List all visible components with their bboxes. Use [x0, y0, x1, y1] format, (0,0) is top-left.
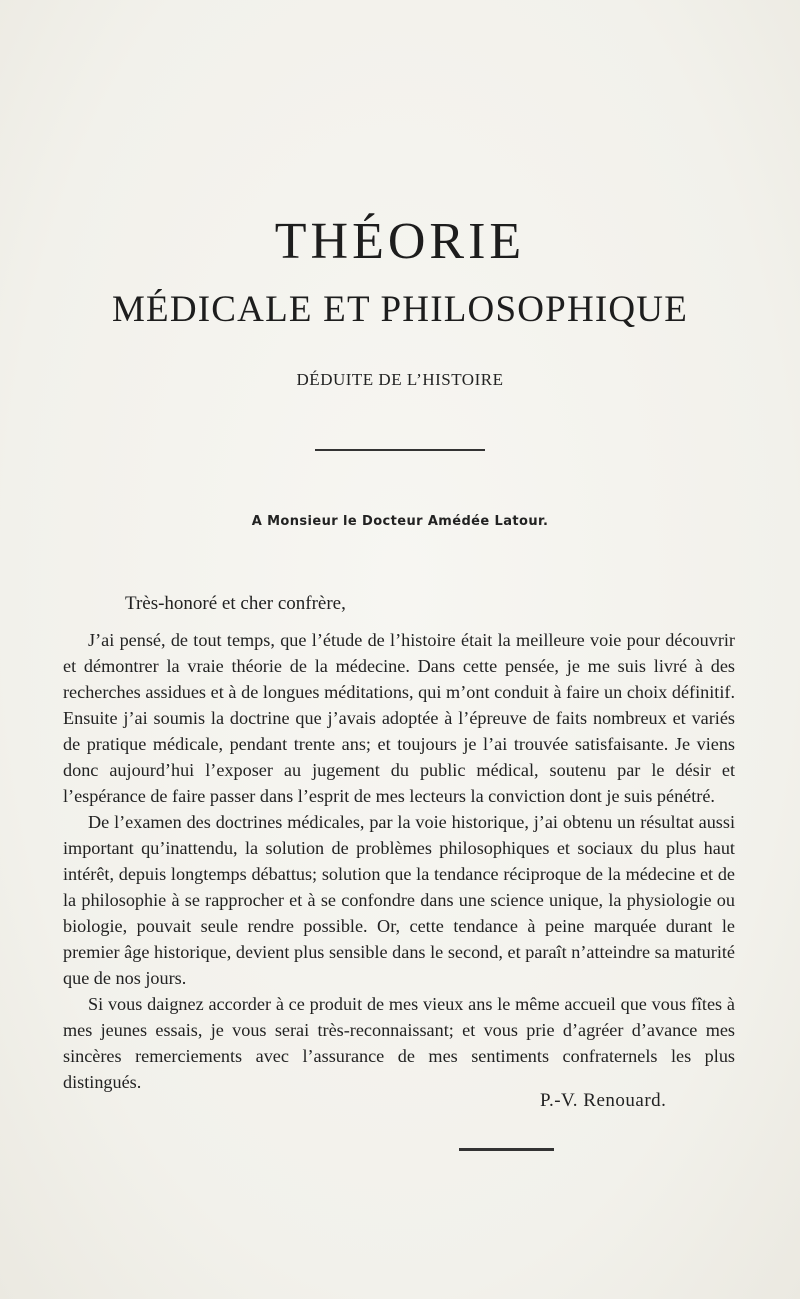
paragraph-3: Si vous daignez accorder à ce produit de mes vieux ans le même accueil que vous fîtes à mes jeunes essais, je vous serai très-reconnaissant; et vous prie d’agréer d’avance mes sincères remerciements avec l’assurance de mes sentiments confraternels les plus distingués. — [63, 994, 735, 1092]
dedication: A Monsieur le Docteur Amédée Latour. — [251, 514, 549, 529]
page-subtitle: MÉDICALE ET PHILOSOPHIQUE — [111, 289, 689, 330]
paragraph-2: De l’examen des doctrines médicales, par la voie historique, j’ai obtenu un résultat aussi important qu’inattendu, la solution de problèmes philosophiques et sociaux du plus haut intérêt, depuis longtemps débattus; solution que la tendance réciproque de la médecine et de la philosophie à se rapprocher et à se confondre dans une science unique, la physiologie ou biologie, pouvait seule rendre possible. Or, cette tendance à peine marquée durant le premier âge historique, devient plus sensible dans le second, et paraît n’atteindre sa maturité que de nos jours. — [63, 812, 735, 988]
top-divider — [315, 449, 485, 451]
signature: P.-V. Renouard. — [540, 1090, 667, 1111]
bottom-divider — [459, 1148, 554, 1151]
salutation: Très-honoré et cher confrère, — [125, 593, 346, 614]
letter-body — [63, 627, 735, 1095]
paragraph-1: J’ai pensé, de tout temps, que l’étude de l’histoire était la meilleure voie pour découvrir et démontrer la vraie théorie de la médecine. Dans cette pensée, je me suis livré à des recherches assidues et à de longues méditations, qui m’ont conduit à faire un choix définitif. Ensuite j’ai soumis la doctrine que j’avais adoptée à l’épreuve de faits nombreux et variés de pratique médicale, pendant trente ans; et toujours je l’ai trouvée satisfaisante. Je viens donc aujourd’hui l’exposer au jugement du public médical, soutenu par le désir et l’espérance de faire passer dans l’esprit de mes lecteurs la conviction dont je suis pénétré. — [63, 630, 735, 806]
page-title: THÉORIE — [274, 213, 526, 270]
page-subsubtitle: DÉDUITE DE L’HISTOIRE — [296, 370, 504, 389]
